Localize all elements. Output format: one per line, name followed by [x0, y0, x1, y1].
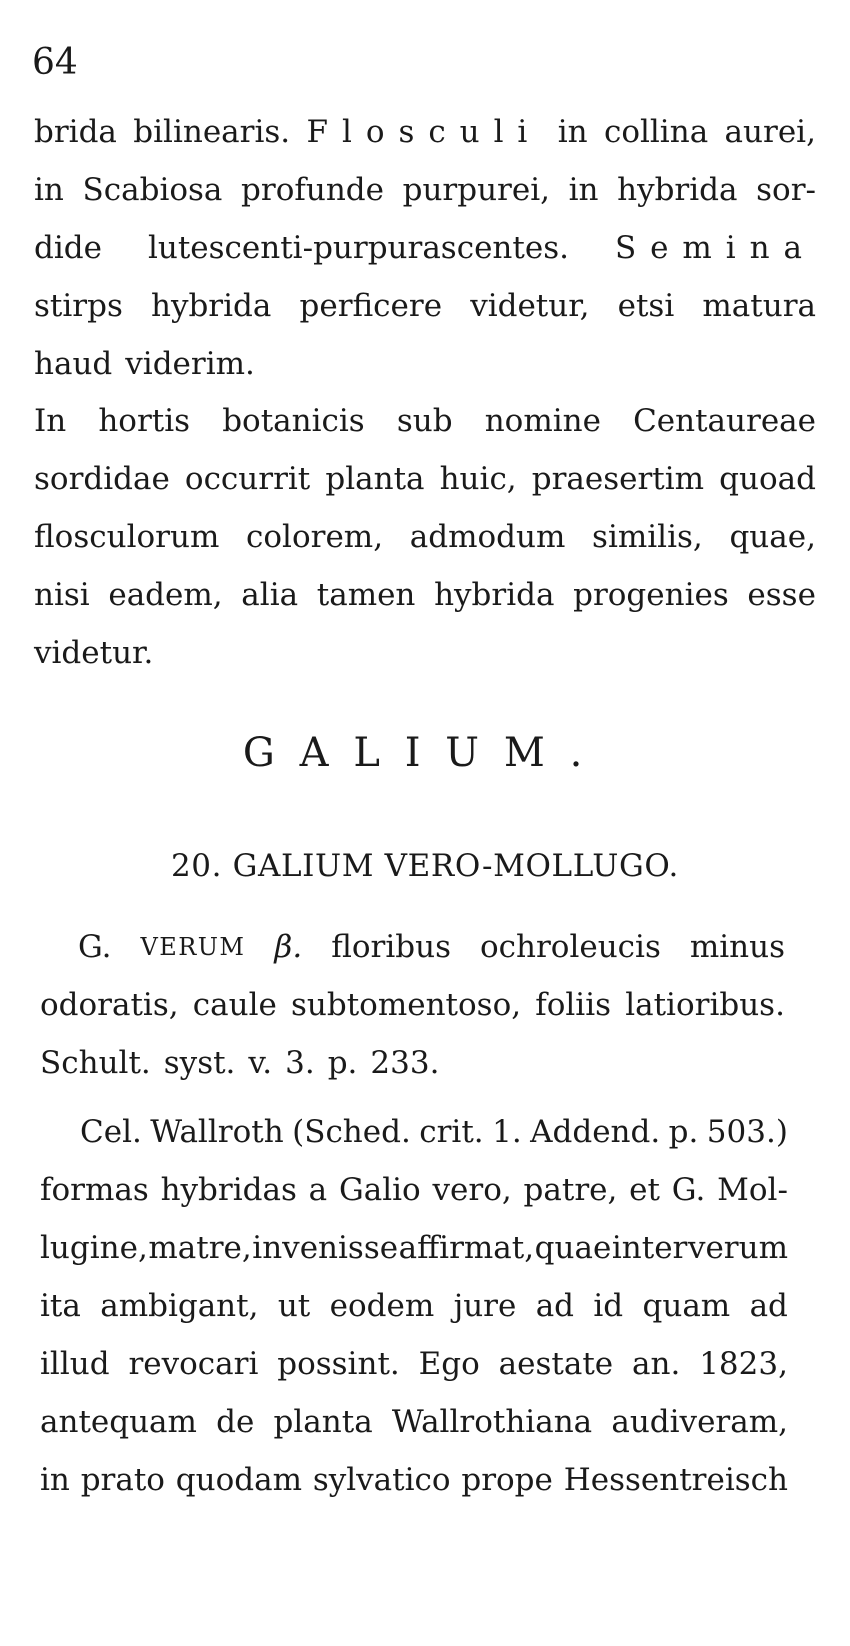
word: occurrit — [184, 461, 311, 497]
word: videtur, — [470, 288, 590, 324]
word: ochroleucis — [479, 929, 661, 965]
word: possint. — [277, 1346, 400, 1382]
word: ad — [749, 1288, 788, 1324]
word: In — [34, 403, 67, 439]
word: quodam — [175, 1462, 302, 1498]
word: prato — [80, 1462, 165, 1498]
word: foliis — [535, 987, 612, 1023]
word: profunde — [241, 172, 384, 208]
word: aestate — [498, 1346, 614, 1382]
word: admodum — [409, 519, 566, 555]
text-line — [40, 1034, 785, 1092]
word: a — [308, 1172, 328, 1208]
text-line — [34, 161, 816, 219]
word: quae — [534, 1230, 612, 1266]
word: β. — [274, 929, 303, 965]
word: eodem — [329, 1288, 435, 1324]
word: patre, — [523, 1172, 618, 1208]
text-line — [34, 392, 816, 450]
text-line — [34, 219, 816, 277]
text-line — [34, 508, 816, 566]
text-line — [34, 335, 816, 393]
word: Semina — [614, 230, 816, 266]
word: G. — [78, 929, 112, 965]
paragraph-1 — [34, 103, 816, 393]
text-line — [40, 1103, 788, 1161]
text-line — [40, 976, 785, 1034]
word: Ego — [418, 1346, 480, 1382]
word: viderim. — [125, 346, 255, 382]
word: quae, — [729, 519, 816, 555]
word: dide — [34, 230, 102, 266]
word: 1. — [492, 1114, 522, 1150]
word: 3. — [285, 1045, 315, 1081]
word: Schult. — [40, 1045, 151, 1081]
word: sylvatico — [312, 1462, 451, 1498]
page-number: 64 — [32, 42, 78, 83]
word: caule — [192, 987, 277, 1023]
word: Scabiosa — [82, 172, 223, 208]
word: ut — [277, 1288, 311, 1324]
text-line — [34, 566, 816, 624]
word: id — [593, 1288, 624, 1324]
word: revocari — [128, 1346, 259, 1382]
word: colorem, — [246, 519, 384, 555]
word: hortis — [98, 403, 191, 439]
word: syst. — [163, 1045, 236, 1081]
word: tamen — [316, 577, 416, 613]
word: progenies — [573, 577, 729, 613]
word: antequam — [40, 1404, 197, 1440]
word: odoratis, — [40, 987, 179, 1023]
word: brida — [34, 114, 117, 150]
word: de — [216, 1404, 255, 1440]
word: audiveram, — [611, 1404, 788, 1440]
word: an. — [632, 1346, 681, 1382]
word: v. — [248, 1045, 273, 1081]
word: 233. — [370, 1045, 440, 1081]
word: p. — [668, 1114, 699, 1150]
word: aurei, — [724, 114, 816, 150]
word: quam — [642, 1288, 731, 1324]
word: hybrida — [150, 288, 272, 324]
word: hybridas — [160, 1172, 297, 1208]
word: alia — [241, 577, 299, 613]
word: invenisse — [252, 1230, 399, 1266]
word: esse — [747, 577, 816, 613]
word: Mol- — [717, 1172, 788, 1208]
text-line — [34, 103, 816, 161]
text-line — [40, 1277, 788, 1335]
word: in — [40, 1462, 70, 1498]
word: quoad — [719, 461, 816, 497]
word: VERUM — [140, 933, 246, 961]
word: similis, — [592, 519, 703, 555]
species-title: 20. GALIUM VERO-MOLLUGO. — [170, 848, 680, 884]
word: haud — [34, 346, 113, 382]
word: sub — [396, 403, 453, 439]
word: nomine — [484, 403, 601, 439]
word: matre, — [148, 1230, 252, 1266]
text-line — [40, 1393, 788, 1451]
word: affirmat, — [398, 1230, 535, 1266]
word: hybrida — [617, 172, 738, 208]
paragraph-4 — [40, 1103, 788, 1509]
word: sor- — [756, 172, 816, 208]
word: etsi — [617, 288, 675, 324]
text-line — [40, 918, 785, 976]
text-line — [34, 624, 816, 682]
word: Wallroth — [150, 1114, 284, 1150]
word: flosculorum — [34, 519, 220, 555]
word: collina — [603, 114, 709, 150]
word: G. — [671, 1172, 706, 1208]
word: Cel. — [80, 1114, 142, 1150]
word: Flosculi — [306, 114, 542, 150]
word: vero, — [432, 1172, 512, 1208]
word: Wallrothiana — [391, 1404, 593, 1440]
word: in — [568, 172, 599, 208]
word: 1823, — [699, 1346, 788, 1382]
word: hybrida — [434, 577, 555, 613]
section-title: GALIUM. — [242, 730, 608, 776]
word: Galio — [338, 1172, 421, 1208]
word: planta — [273, 1404, 373, 1440]
word: praesertim — [531, 461, 705, 497]
word: perficere — [299, 288, 443, 324]
word: jure — [453, 1288, 517, 1324]
word: latioribus. — [625, 987, 785, 1023]
text-line — [40, 1219, 788, 1277]
word: videtur. — [34, 635, 154, 671]
word: in — [557, 114, 588, 150]
word: inter — [611, 1230, 688, 1266]
word: stirps — [34, 288, 123, 324]
word: minus — [689, 929, 785, 965]
text-line — [40, 1335, 788, 1393]
word: subtomentoso, — [291, 987, 522, 1023]
word: botanicis — [222, 403, 365, 439]
word: verum — [687, 1230, 788, 1266]
word: Hessentreisch — [563, 1462, 788, 1498]
word: planta — [325, 461, 425, 497]
word: eadem, — [108, 577, 223, 613]
word: illud — [40, 1346, 110, 1382]
text-line — [40, 1451, 788, 1509]
word: floribus — [331, 929, 451, 965]
word: Addend. — [530, 1114, 661, 1150]
text-line — [40, 1161, 788, 1219]
word: formas — [40, 1172, 149, 1208]
word: nisi — [34, 577, 90, 613]
word: et — [629, 1172, 660, 1208]
word: crit. — [419, 1114, 484, 1150]
word: huic, — [439, 461, 517, 497]
word: 503.) — [706, 1114, 788, 1150]
word: bilinearis. — [133, 114, 291, 150]
text-line — [34, 277, 816, 335]
text-line — [34, 450, 816, 508]
word: matura — [702, 288, 816, 324]
word: ambigant, — [100, 1288, 259, 1324]
word: lutescenti-purpurascentes. — [147, 230, 569, 266]
word: lugine, — [40, 1230, 148, 1266]
word: p. — [327, 1045, 358, 1081]
word: in — [34, 172, 64, 208]
word: sordidae — [34, 461, 170, 497]
word: (Sched. — [292, 1114, 411, 1150]
word: prope — [461, 1462, 553, 1498]
word: Centaureae — [633, 403, 816, 439]
word: ad — [535, 1288, 575, 1324]
word: ita — [40, 1288, 81, 1324]
paragraph-3 — [40, 918, 785, 1092]
paragraph-2 — [34, 392, 816, 682]
word: purpurei, — [402, 172, 550, 208]
